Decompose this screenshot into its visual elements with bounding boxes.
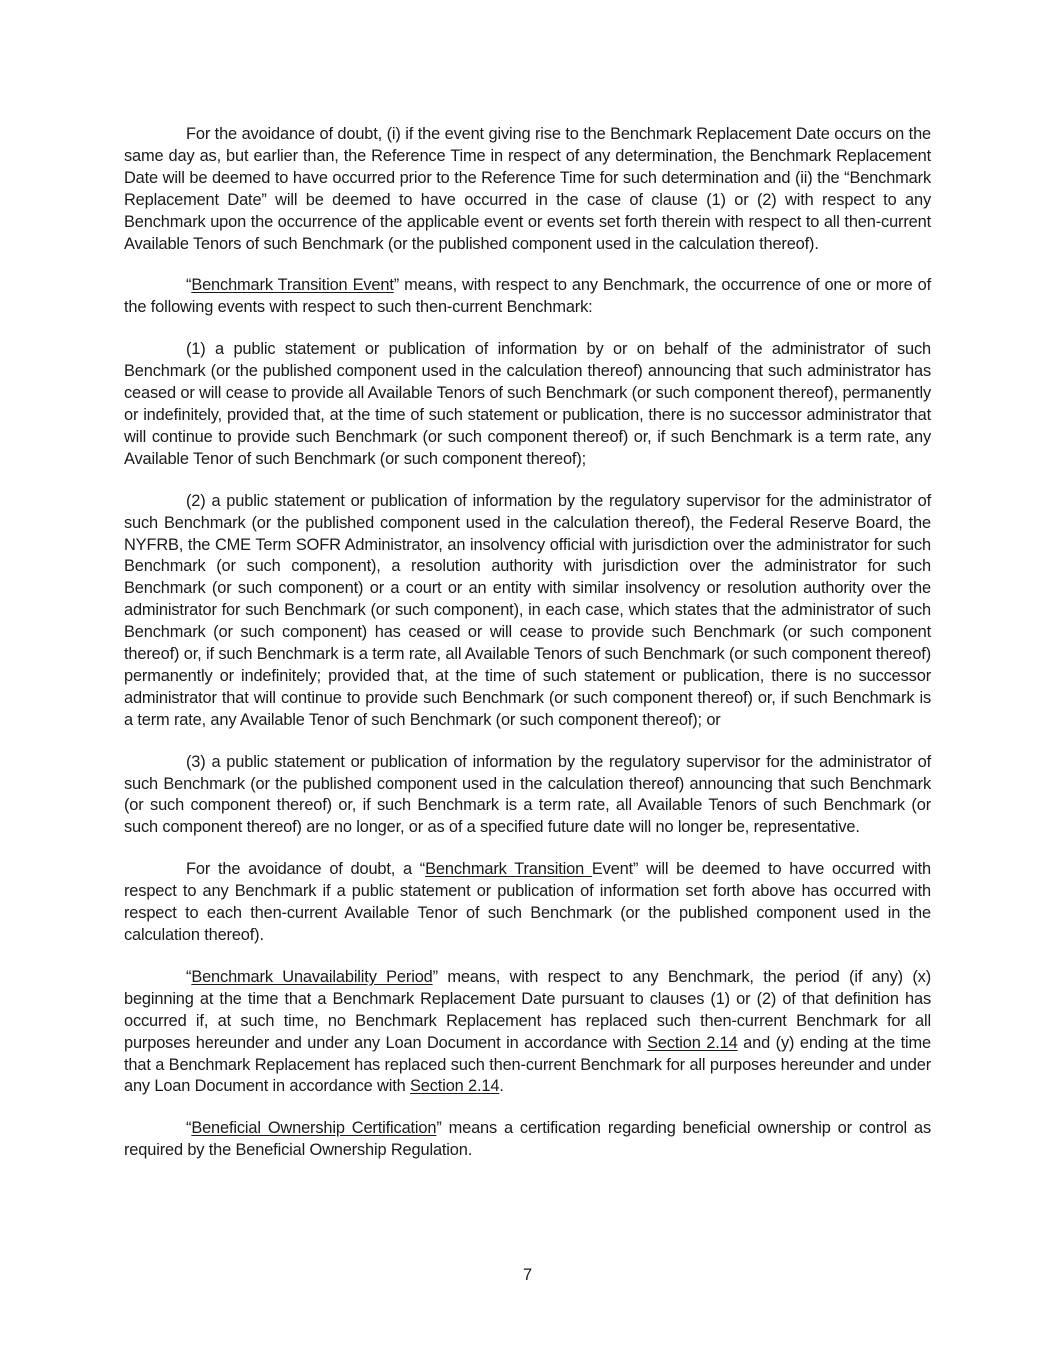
defined-term: Beneficial Ownership Certification (191, 1119, 437, 1138)
open-quote: “ (186, 1119, 192, 1138)
definition-benchmark-unavailability-period (124, 967, 931, 1098)
clause-3-paragraph (124, 752, 931, 840)
paragraph-text: (3) a public statement or publication of information by the regulatory supervisor for the administrator of such Benchmark (or the published component used in the calculation thereof) announcing that such Benchmark (or such component thereof) or, if such Benchmark is a term rate, all Available Tenors of such Benchmark (or such component thereof) are no longer, or as of a specified future date will no longer be, representative. (124, 752, 931, 837)
definition-text: ” means a certification regarding beneficial ownership or control as required by the Beneficial Ownership Regulation. (124, 1119, 931, 1160)
definition-benchmark-transition-event (124, 275, 931, 319)
definition-text: ” means, with respect to any Benchmark, the occurrence of one or more of the following events with respect to such then-current Benchmark: (124, 276, 931, 317)
section-reference: Section 2.14 (410, 1077, 500, 1096)
paragraph-text: For the avoidance of doubt, (i) if the event giving rise to the Benchmark Replacement Date occurs on the same day as, but earlier than, the Reference Time in respect of any determination, the Benchmark Replacement Date will be deemed to have occurred prior to the Reference Time for such determination and (ii) the “Benchmark Replacement Date” will be deemed to have occurred in the case of clause (1) or (2) with respect to any Benchmark upon the occurrence of the applicable event or events set forth therein with respect to all then-current Available Tenors of such Benchmark (or the published component used in the calculation thereof). (124, 125, 931, 253)
paragraph-avoidance-of-doubt-replacement-date (124, 124, 931, 255)
clause-1-paragraph (124, 339, 931, 470)
paragraph-avoidance-of-doubt-transition-event (124, 859, 931, 947)
paragraph-text: (2) a public statement or publication of information by the regulatory supervisor for the administrator of such Benchmark (or the published component used in the calculation thereof), the Federal Reserve Board, the NYFRB, the CME Term SOFR Administrator, an insolvency official with jurisdiction over the administrator for such Benchmark (or such component), a resolution authority with jurisdiction over the administrator for such Benchmark (or such component) or a court or an entity with similar insolvency or resolution authority over the administrator for such Benchmark (or such component), in each case, which states that the administrator of such Benchmark (or such component) has ceased or will cease to provide such Benchmark (or such component thereof) or, if such Benchmark is a term rate, all Available Tenors of such Benchmark (or such component thereof) permanently or indefinitely; provided that, at the time of such statement or publication, there is no successor administrator that will continue to provide such Benchmark (or such component thereof) or, if such Benchmark is a term rate, any Available Tenor of such Benchmark (or such component thereof); or (124, 491, 931, 729)
section-reference: Section 2.14 (647, 1033, 738, 1052)
defined-term: Benchmark Transition (425, 860, 592, 879)
document-page (124, 124, 931, 1182)
definition-text: and (y) ending at the time that a Benchmark Replacement has replaced such then-current Benchmark for all purposes hereunder and under any Loan Document in accordance with (124, 1033, 932, 1096)
defined-term: Benchmark Unavailability Period (191, 967, 433, 986)
open-quote: “ (186, 276, 192, 295)
period: . (499, 1077, 504, 1096)
clause-2-paragraph (124, 491, 931, 732)
paragraph-text-end: Event” will be deemed to have occurred with respect to any Benchmark if a public statement or publication of information set forth above has occurred with respect to each then-current Available Tenor of such Benchmark (or the published component used in the calculation thereof). (124, 860, 931, 944)
page-number: 7 (522, 1266, 533, 1284)
paragraph-text-start: For the avoidance of doubt, a “ (186, 860, 426, 879)
defined-term: Benchmark Transition Event (191, 276, 394, 295)
definition-text: ” means, with respect to any Benchmark, the period (if any) (x) beginning at the time that a Benchmark Replacement Date pursuant to clauses (1) or (2) of that definition has occurred if, at such time, no Benchmark Replacement has replaced such then-current Benchmark for all purposes hereunder and under any Loan Document in accordance with (124, 967, 932, 1052)
open-quote: “ (186, 967, 192, 986)
definition-beneficial-ownership-certification (124, 1118, 931, 1162)
paragraph-text: (1) a public statement or publication of information by or on behalf of the administrator of such Benchmark (or the published component used in the calculation thereof) announcing that such administrator has ceased or will cease to provide all Available Tenors of such Benchmark (or such component thereof), permanently or indefinitely, provided that, at the time of such statement or publication, there is no successor administrator that will continue to provide such Benchmark (or such component thereof) or, if such Benchmark is a term rate, any Available Tenor of such Benchmark (or such component thereof); (124, 340, 931, 468)
